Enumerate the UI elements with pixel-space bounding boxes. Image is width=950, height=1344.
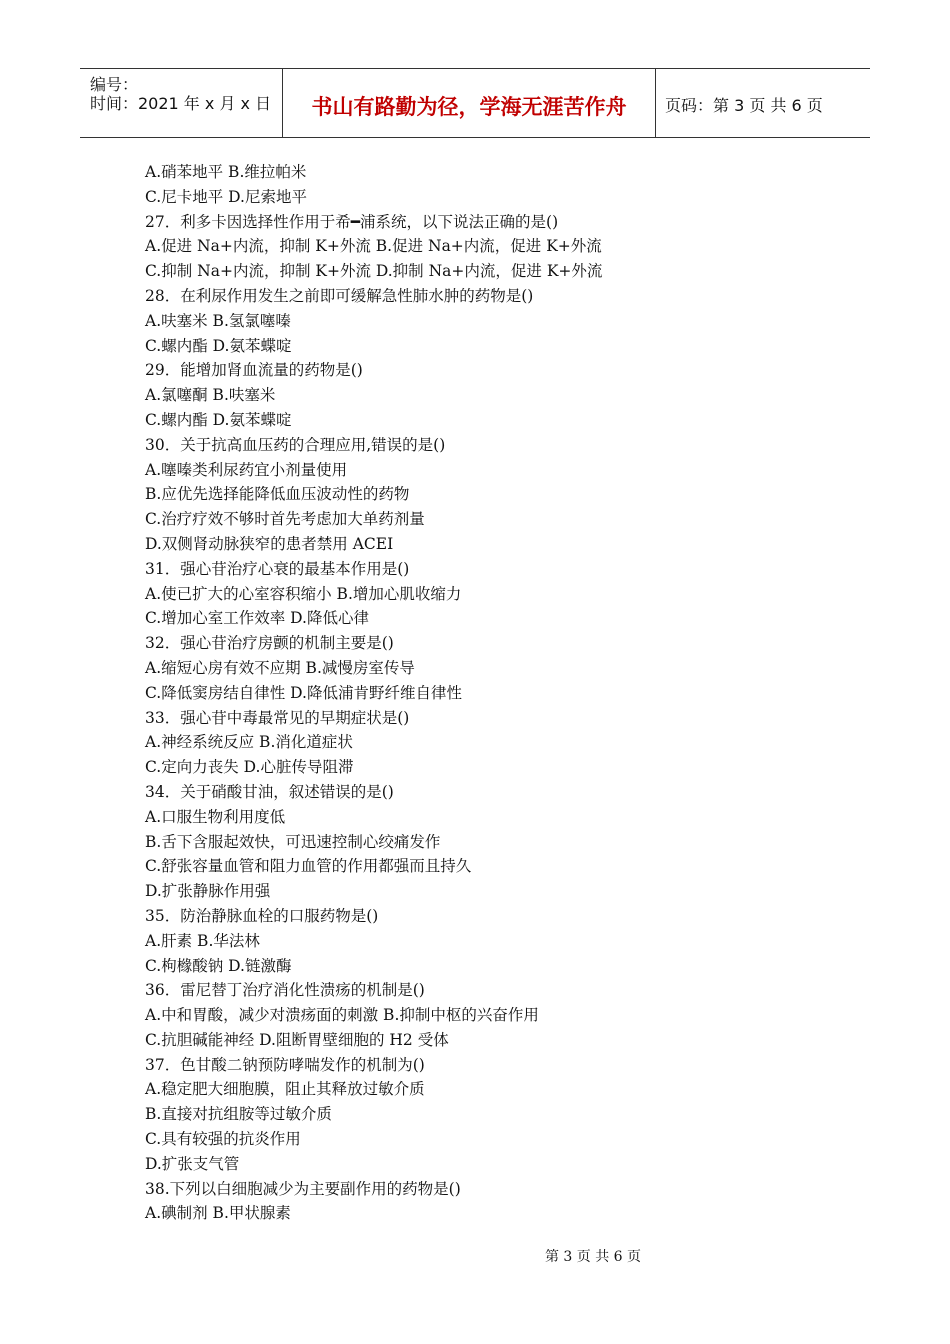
header-page-info: 页码：第 3 页 共 6 页 [665,96,823,115]
text-line: C.增加心室工作效率 D.降低心律 [145,609,369,628]
page-footer: 第 3 页 共 6 页 [544,1249,642,1265]
text-line: 38.下列以白细胞减少为主要副作用的药物是() [145,1179,461,1198]
text-line: 28．在利尿作用发生之前即可缓解急性肺水肿的药物是() [145,286,534,305]
text-line: 34．关于硝酸甘油，叙述错误的是() [145,782,394,801]
header-left-cell [80,69,282,137]
text-line: A.中和胃酸，减少对溃疡面的刺激 B.抑制中枢的兴奋作用 [145,1006,539,1025]
text-line: A.硝苯地平 B.维拉帕米 [145,163,307,181]
text-line: 33．强心苷中毒最常见的早期症状是() [145,708,410,727]
document-number-label: 编号： [90,75,139,94]
text-line: C.抑制 Na+内流，抑制 K+外流 D.抑制 Na+内流，促进 K+外流 [145,262,603,281]
header-motto: 书山有路勤为径，学海无涯苦作舟 [311,95,627,119]
text-line: 36．雷尼替丁治疗消化性溃疡的机制是() [145,981,425,1000]
text-line: A.促进 Na+内流，抑制 K+外流 B.促进 Na+内流，促进 K+外流 [145,237,602,256]
text-line: D.双侧肾动脉狭窄的患者禁用 ACEI [145,534,394,553]
text-line: 35．防治静脉血栓的口服药物是() [145,906,379,925]
text-line: A.呋塞米 B.氢氯噻嗪 [145,311,291,330]
page-header [80,68,870,138]
text-line: C.螺内酯 D.氨苯蝶啶 [145,336,292,355]
header-motto-cell [282,69,656,137]
text-line: 32．强心苷治疗房颤的机制主要是() [145,634,394,653]
text-line: C.抗胆碱能神经 D.阻断胃壁细胞的 H2 受体 [145,1030,449,1049]
question-content [145,160,845,1226]
text-line: A.噻嗪类利尿药宜小剂量使用 [145,460,348,479]
text-line: 29．能增加肾血流量的药物是() [145,361,363,380]
text-line: A.使已扩大的心室容积缩小 B.增加心肌收缩力 [145,584,462,603]
text-line: C.尼卡地平 D.尼索地平 [145,187,307,206]
text-line: A.神经系统反应 B.消化道症状 [145,733,353,752]
text-line: C.降低窦房结自律性 D.降低浦肯野纤维自律性 [145,683,462,702]
header-right-cell [655,69,870,137]
text-line: A.氯噻酮 B.呋塞米 [145,386,276,405]
text-line: A.碘制剂 B.甲状腺素 [145,1204,291,1223]
text-line: C.具有较强的抗炎作用 [145,1130,301,1149]
text-line: A.肝素 B.华法林 [145,931,260,950]
document-time-label: 时间：2021 年 x 月 x 日 [90,94,272,113]
text-line: A.缩短心房有效不应期 B.减慢房室传导 [145,658,415,677]
text-line: 37．色甘酸二钠预防哮喘发作的机制为() [145,1055,425,1074]
text-line: B.应优先选择能降低血压波动性的药物 [145,485,410,504]
text-line: B.舌下含服起效快，可迅速控制心绞痛发作 [145,832,441,851]
text-line: 27．利多卡因选择性作用于希━浦系统，以下说法正确的是() [145,212,559,231]
text-line: A.稳定肥大细胞膜，阻止其释放过敏介质 [145,1080,425,1099]
text-line: 30．关于抗高血压药的合理应用,错误的是() [145,435,446,454]
text-line: D.扩张支气管 [145,1154,240,1173]
text-line: C.治疗疗效不够时首先考虑加大单药剂量 [145,510,425,529]
text-line: C.枸橼酸钠 D.链激酶 [145,956,292,975]
text-line: B.直接对抗组胺等过敏介质 [145,1105,332,1124]
text-line: 31．强心苷治疗心衰的最基本作用是() [145,559,410,578]
text-line: D.扩张静脉作用强 [145,882,271,901]
text-line: A.口服生物利用度低 [145,807,286,826]
text-line: C.定向力丧失 D.心脏传导阻滞 [145,758,354,777]
text-line: C.舒张容量血管和阻力血管的作用都强而且持久 [145,857,472,876]
text-line: C.螺内酯 D.氨苯蝶啶 [145,410,292,429]
